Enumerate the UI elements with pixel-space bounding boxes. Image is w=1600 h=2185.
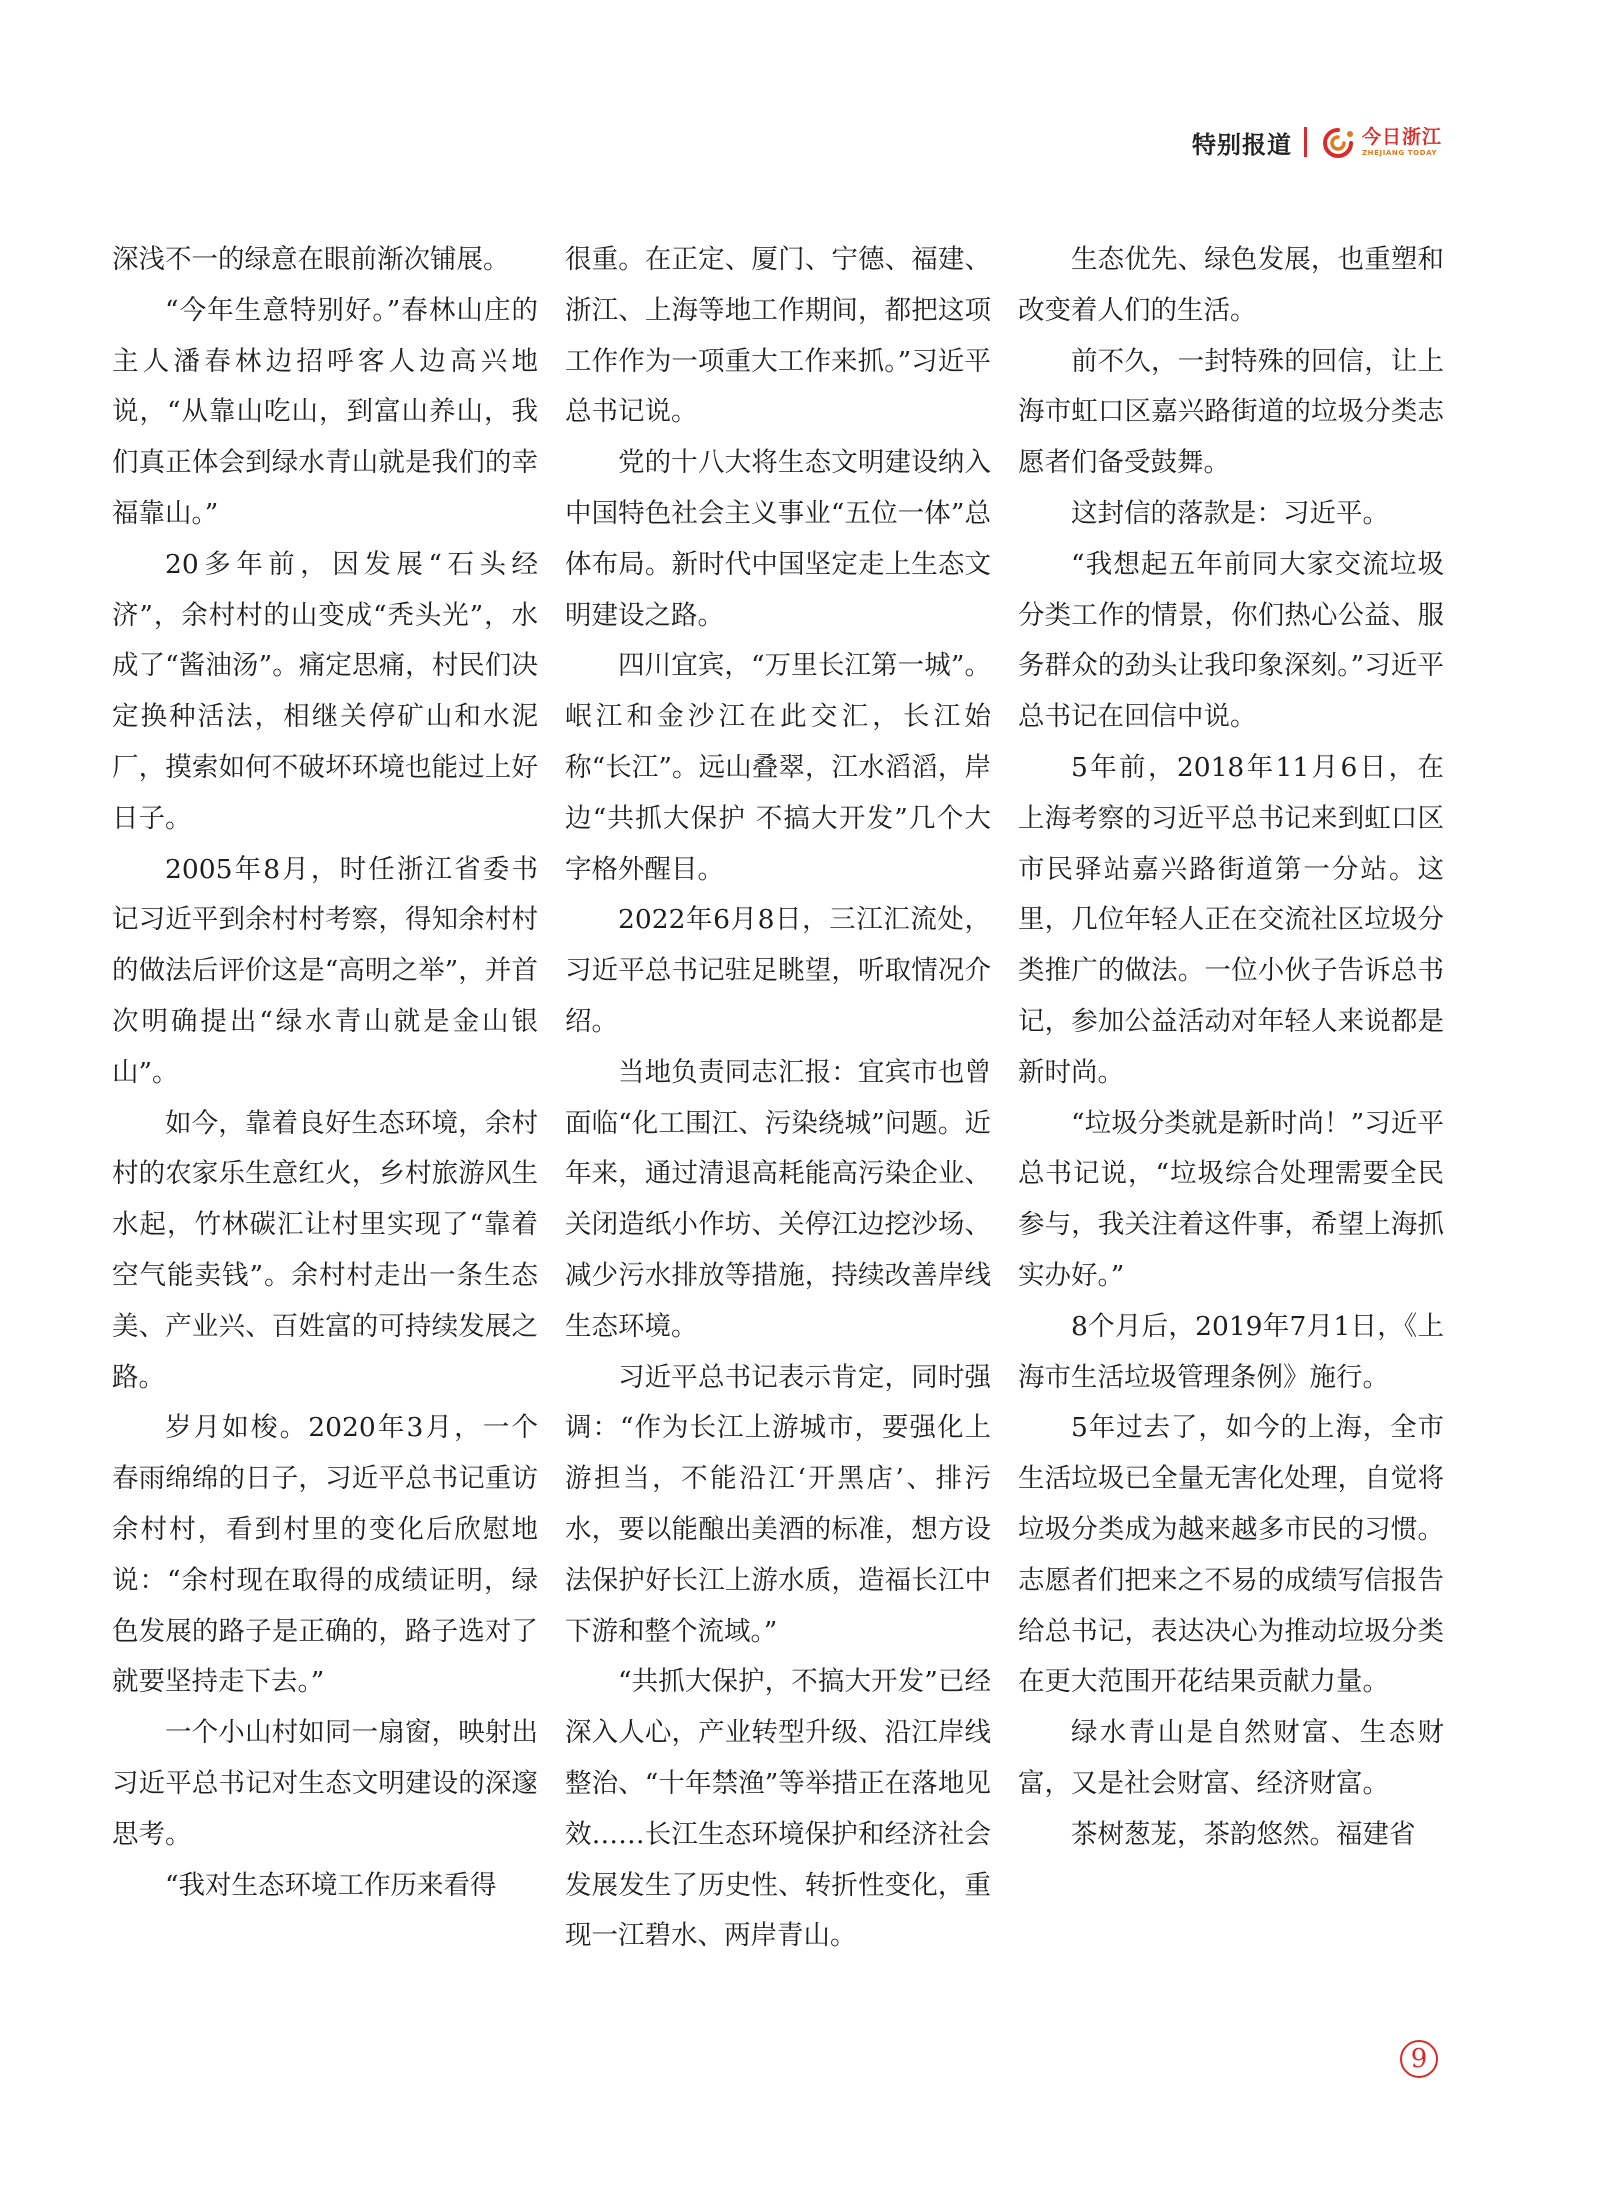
paragraph: 前不久，一封特殊的回信，让上海市虹口区嘉兴路街道的垃圾分类志愿者们备受鼓舞。 [1018,345,1444,479]
paragraph: “我想起五年前同大家交流垃圾分类工作的情景，你们热心公益、服务群众的劲头让我印象深刻。”习近平总书记在回信中说。 [1018,548,1444,733]
paragraph: 如今，靠着良好生态环境，余村村的农家乐生意红火，乡村旅游风生水起，竹林碳汇让村里实现了“靠着空气能卖钱”。余村村走出一条生态美、产业兴、百姓富的可持续发展之路。 [112,1107,538,1393]
logo-text-cn: 今日浙江 [1361,125,1442,148]
paragraph: 当地负责同志汇报：宜宾市也曾面临“化工围江、污染绕城”问题。近年来，通过清退高耗能高污染企业、关闭造纸小作坊、关停江边挖沙场、减少污水排放等措施，持续改善岸线生态环境。 [565,1056,991,1342]
magazine-logo [1318,126,1442,158]
paragraph: 这封信的落款是：习近平。 [1071,497,1389,529]
text-column-3 [1018,235,1444,1861]
paragraph: 2005年8月，时任浙江省委书记习近平到余村村考察，得知余村村的做法后评价这是“高明之举”，并首次明确提出“绿水青山就是金山银山”。 [112,853,538,1088]
paragraph: 四川宜宾，“万里长江第一城”。岷江和金沙江在此交汇，长江始称“长江”。远山叠翠，江水滔滔，岸边“共抓大保护 不搞大开发”几个大字格外醒目。 [565,650,991,885]
paragraph: 岁月如梭。2020年3月，一个春雨绵绵的日子，习近平总书记重访余村村，看到村里的变化后欣慰地说：“余村现在取得的成绩证明，绿色发展的路子是正确的，路子选对了就要坚持走下去。” [112,1412,538,1698]
page-number: 9 [1400,2040,1438,2078]
paragraph: 20多年前，因发展“石头经济”，余村村的山变成“秃头光”，水成了“酱油汤”。痛定思痛，村民们决定换种活法，相继关停矿山和水泥厂，摸索如何不破坏环境也能过上好日子。 [112,548,538,834]
page-header [1192,122,1442,162]
text-column-1 [112,235,538,1911]
paragraph: 2022年6月8日，三江汇流处，习近平总书记驻足眺望，听取情况介绍。 [565,904,991,1037]
paragraph: 生态优先、绿色发展，也重塑和改变着人们的生活。 [1018,244,1444,326]
header-divider [1304,127,1307,157]
paragraph: 绿水青山是自然财富、生态财富，又是社会财富、经济财富。 [1018,1717,1444,1799]
text-column-2 [565,235,991,1962]
paragraph: 党的十八大将生态文明建设纳入中国特色社会主义事业“五位一体”总体布局。新时代中国坚定走上生态文明建设之路。 [565,447,991,631]
logo-text-en: ZHEJIANG TODAY [1361,148,1438,157]
paragraph: 8个月后，2019年7月1日，《上海市生活垃圾管理条例》施行。 [1018,1310,1444,1393]
paragraph: 深浅不一的绿意在眼前渐次铺展。 [112,244,510,275]
paragraph: “垃圾分类就是新时尚！”习近平总书记说，“垃圾综合处理需要全民参与，我关注着这件事，希望上海抓实办好。” [1018,1107,1444,1291]
paragraph: 很重。在正定、厦门、宁德、福建、浙江、上海等地工作期间，都把这项工作作为一项重大工作来抓。”习近平总书记说。 [565,244,991,428]
section-label: 特别报道 [1191,130,1292,159]
paragraph: 习近平总书记表示肯定，同时强调：“作为长江上游城市，要强化上游担当，不能沿江‘开黑店’、排污水，要以能酿出美酒的标准，想方设法保护好长江上游水质，造福长江中下游和整个流域。” [565,1361,991,1647]
paragraph: 茶树葱茏，茶韵悠然。福建省 [1071,1818,1416,1850]
paragraph: 5年前，2018年11月6日，在上海考察的习近平总书记来到虹口区市民驿站嘉兴路街道第一分站。这里，几位年轻人正在交流社区垃圾分类推广的做法。一位小伙子告诉总书记，参加公益活动对年轻人来说都是新时尚。 [1018,751,1444,1088]
paragraph: “共抓大保护，不搞大开发”已经深入人心，产业转型升级、沿江岸线整治、“十年禁渔”等举措正在落地见效……长江生态环境保护和经济社会发展发生了历史性、转折性变化，重现一江碧水、两岸青山。 [565,1666,991,1952]
paragraph: 5年过去了，如今的上海，全市生活垃圾已全量无害化处理，自觉将垃圾分类成为越来越多市民的习惯。志愿者们把来之不易的成绩写信报告给总书记，表达决心为推动垃圾分类在更大范围开花结果贡献力量。 [1018,1412,1444,1698]
paragraph: “今年生意特别好。”春林山庄的主人潘春林边招呼客人边高兴地说，“从靠山吃山，到富山养山，我们真正体会到绿水青山就是我们的幸福靠山。” [112,294,538,529]
logo-swirl-icon [1318,126,1358,158]
paragraph: 一个小山村如同一扇窗，映射出习近平总书记对生态文明建设的深邃思考。 [112,1717,538,1850]
paragraph: “我对生态环境工作历来看得 [165,1869,497,1901]
